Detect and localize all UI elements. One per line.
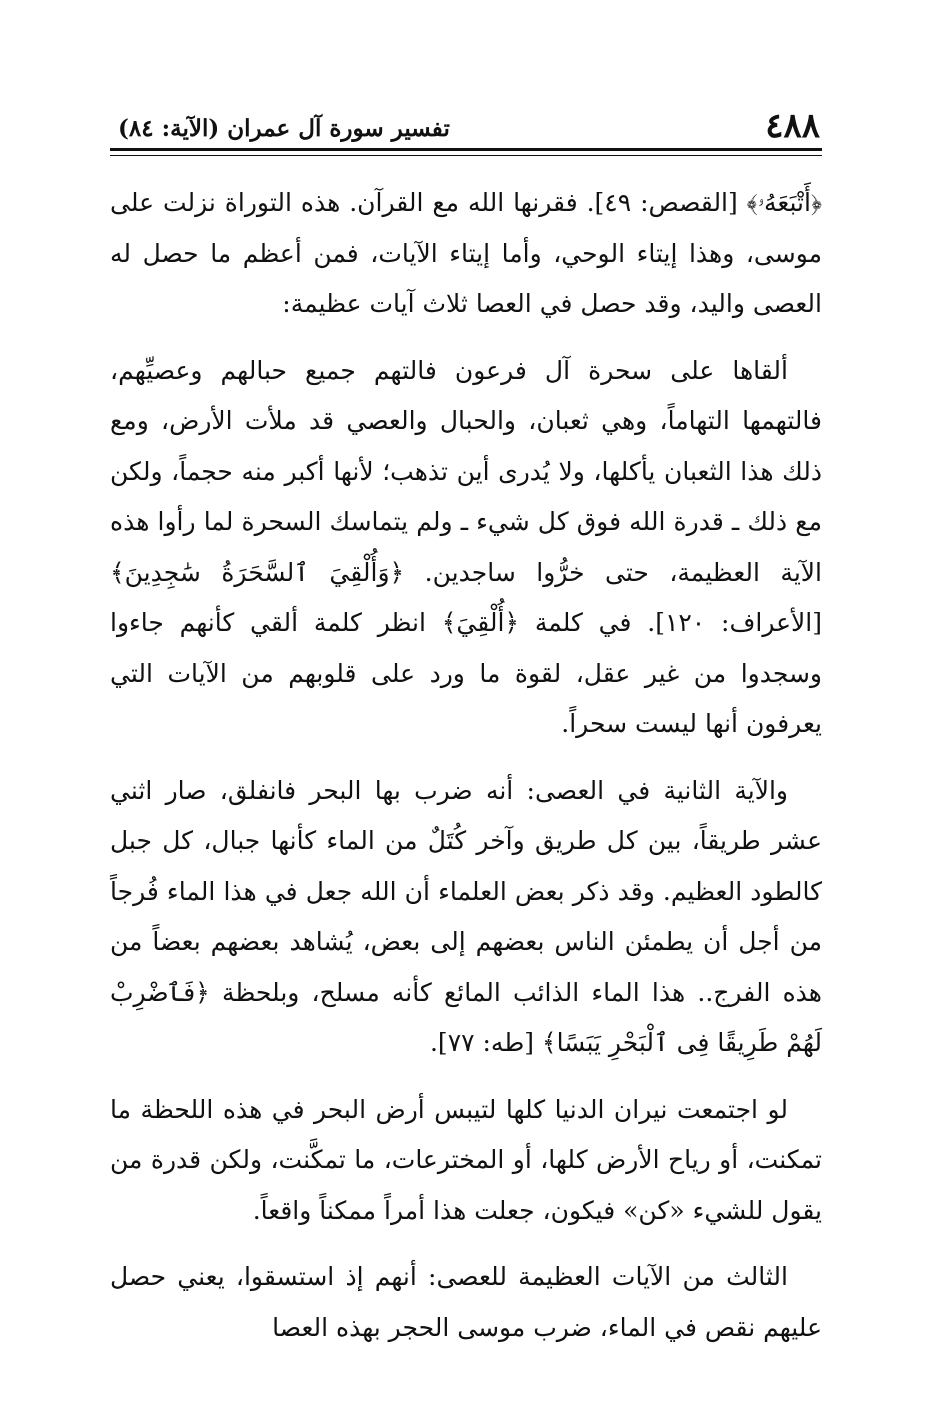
page-body: [110, 178, 822, 1353]
paragraph-2: ألقاها على سحرة آل فرعون فالتهم جميع حبالهم وعصيِّهم، فالتهمها التهاماً، وهي ثعبان، والحبال والعصي قد ملأت الأرض، ومع ذلك هذا الثعبان يأكلها، ولا يُدرى أين تذهب؛ لأنها أكبر منه حجماً، ولكن مع ذلك ـ قدرة الله فوق كل شيء ـ ولم يتماسك السحرة لما رأوا هذه الآية العظيمة، حتى خرُّوا ساجدين. ﴿وَأُلْقِيَ ٱلسَّحَرَةُ سَٰجِدِينَ﴾ [الأعراف: ١٢٠]. في كلمة ﴿أُلْقِيَ﴾ انظر كلمة ألقي كأنهم جاءوا وسجدوا من غير عقل، لقوة ما ورد على قلوبهم من الآيات التي يعرفون أنها ليست سحراً.: [110, 355, 822, 738]
paragraph-1: ﴿أَتْبَعَهُۥ﴾ [القصص: ٤٩]. فقرنها الله مع القرآن. هذه التوراة نزلت على موسى، وهذا إيتاء الوحي، وأما إيتاء الآيات، فمن أعظم ما حصل له العصى واليد، وقد حصل في العصا ثلاث آيات عظيمة:: [110, 188, 822, 318]
paragraph-4: لو اجتمعت نيران الدنيا كلها لتيبس أرض البحر في هذه اللحظة ما تمكنت، أو رياح الأرض كلها، أو المخترعات، ما تمكَّنت، ولكن قدرة من يقول للشيء «كن» فيكون، جعلت هذا أمراً ممكناً واقعاً.: [110, 1094, 822, 1225]
header-rule-thin: [110, 155, 822, 156]
page-header: [118, 100, 820, 148]
paragraph-3: والآية الثانية في العصى: أنه ضرب بها البحر فانفلق، صار اثني عشر طريقاً، بين كل طريق وآخر كُتَلٌ من الماء كأنها جبال، كل جبل كالطود العظيم. وقد ذكر بعض العلماء أن الله جعل في هذا الماء فُرجاً من أجل أن يطمئن الناس بعضهم إلى بعض، يُشاهد بعضهم بعضاً من هذه الفرج.. هذا الماء الذائب المائع كأنه مسلح، وبلحظة ﴿فَٱضْرِبْ لَهُمْ طَرِيقًا فِى ٱلْبَحْرِ يَبَسًا﴾ [طه: ٧٧].: [110, 775, 822, 1057]
paragraph-5: الثالث من الآيات العظيمة للعصى: أنهم إذ استسقوا، يعني حصل عليهم نقص في الماء، ضرب موسى الحجر بهذه العصا: [110, 1262, 822, 1342]
page-number: ٤٨٨: [765, 106, 820, 146]
running-title: تفسير سورة آل عمران (الآية: ٨٤): [118, 115, 450, 142]
header-rule-thick: [110, 148, 822, 151]
